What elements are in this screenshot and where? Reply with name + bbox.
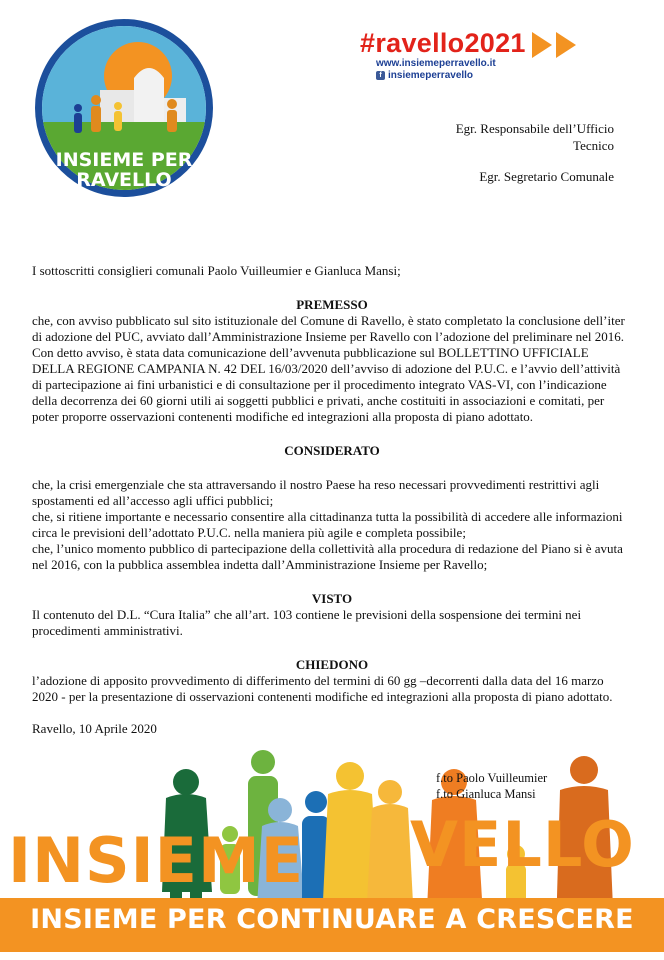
addressee-line3: Egr. Segretario Comunale: [479, 169, 614, 184]
heading-considerato: CONSIDERATO: [284, 443, 380, 458]
logo-line2: RAVELLO: [76, 169, 172, 191]
intro: I sottoscritti consiglieri comunali Paolo Vuilleumier e Gianluca Mansi;: [32, 263, 401, 278]
website-url: www.insiemeperravello.it: [376, 58, 496, 69]
paragraph-2: Con detto avviso, è stata data comunicazione dell’avvenuta pubblicazione sul BOLLETTINO UFFICIALE DELLA REGIONE CAMPANIA N. 42 DEL 16/03/2020 dell’avviso di adozione del P.U.C. e l’avvio dell’attività di partecipazione ai fini urbanistici e di consultazione per il procedimento integrato VAS-VI, con l’indicazione della decorrenza dei 60 giorni utili ai soggetti pubblici e privati, anche costituiti in associazioni e comitati, per poter proporre osservazioni contenenti modifiche ed integrazioni alla proposta di piano adottato.: [32, 345, 621, 424]
paragraph-5: che, l’unico momento pubblico di partecipazione della collettività alla procedura di redazione del Piano si è avuta nel 2016, con la pubblica assemblea indetta dall’Amministrazione Insieme per Ravello;: [32, 541, 623, 572]
signature-2: f.to Gianluca Mansi: [436, 787, 536, 801]
campaign-tag: [360, 28, 600, 88]
insieme-per-ravello-logo: [34, 18, 214, 198]
paragraph-1: che, con avviso pubblicato sul sito istituzionale del Comune di Ravello, è stato completato la conclusione dell’iter di adozione del PUC, avviato dall’Amministrazione Insieme per Ravello con l’adozione del preliminare nel 2016.: [32, 313, 625, 344]
heading-chiedono: CHIEDONO: [295, 657, 369, 672]
hashtag: #ravello2021: [360, 28, 526, 58]
signature-1: f.to Paolo Vuilleumier: [436, 771, 548, 785]
slogan-text: INSIEME PER CONTINUARE A CRESCERE: [30, 904, 634, 935]
facebook-handle: [376, 70, 600, 82]
paragraph-7: l’adozione di apposito provvedimento di differimento del termini di 60 gg –decorrenti dalla data del 16 marzo 2020 - per la presentazione di osservazioni contenenti modifiche ed integrazioni alla proposta di piano adottato.: [32, 673, 613, 704]
paragraph-6: Il contenuto del D.L. “Cura Italia” che all’art. 103 contiene le previsioni della sospensione dei termini nei procedimenti amministrativi.: [32, 607, 582, 638]
forward-arrows-icon: [532, 32, 584, 58]
facebook-icon: f: [376, 71, 385, 80]
addressee-line2: Tecnico: [573, 138, 614, 153]
letter-date: Ravello, 10 Aprile 2020: [32, 721, 157, 736]
heading-premesso: PREMESSO: [296, 297, 368, 312]
paragraph-4: che, si ritiene importante e necessario consentire alla cittadinanza tutta la possibilità di accedere alle informazioni circa le previsioni dell’adottato P.U.C. nella maniera più agile e completa possibile;: [32, 509, 623, 540]
heading-visto: VISTO: [311, 591, 353, 606]
banner-word-right: VELLO: [410, 808, 635, 881]
banner-word-left: INSIEME: [8, 824, 305, 897]
addressee-2: [479, 168, 614, 185]
paragraph-3: che, la crisi emergenziale che sta attraversando il nostro Paese ha reso necessari provvedimenti restrittivi agli spostamenti ed all’accesso agli uffici pubblici;: [32, 477, 600, 508]
facebook-handle-text: insiemeperravello: [388, 70, 474, 81]
letter-body: [32, 263, 632, 737]
logo-line1: INSIEME PER: [55, 149, 193, 171]
signatures: [436, 770, 547, 802]
addressee-line1: Egr. Responsabile dell’Ufficio: [455, 121, 614, 136]
addressee-1: [456, 120, 614, 154]
